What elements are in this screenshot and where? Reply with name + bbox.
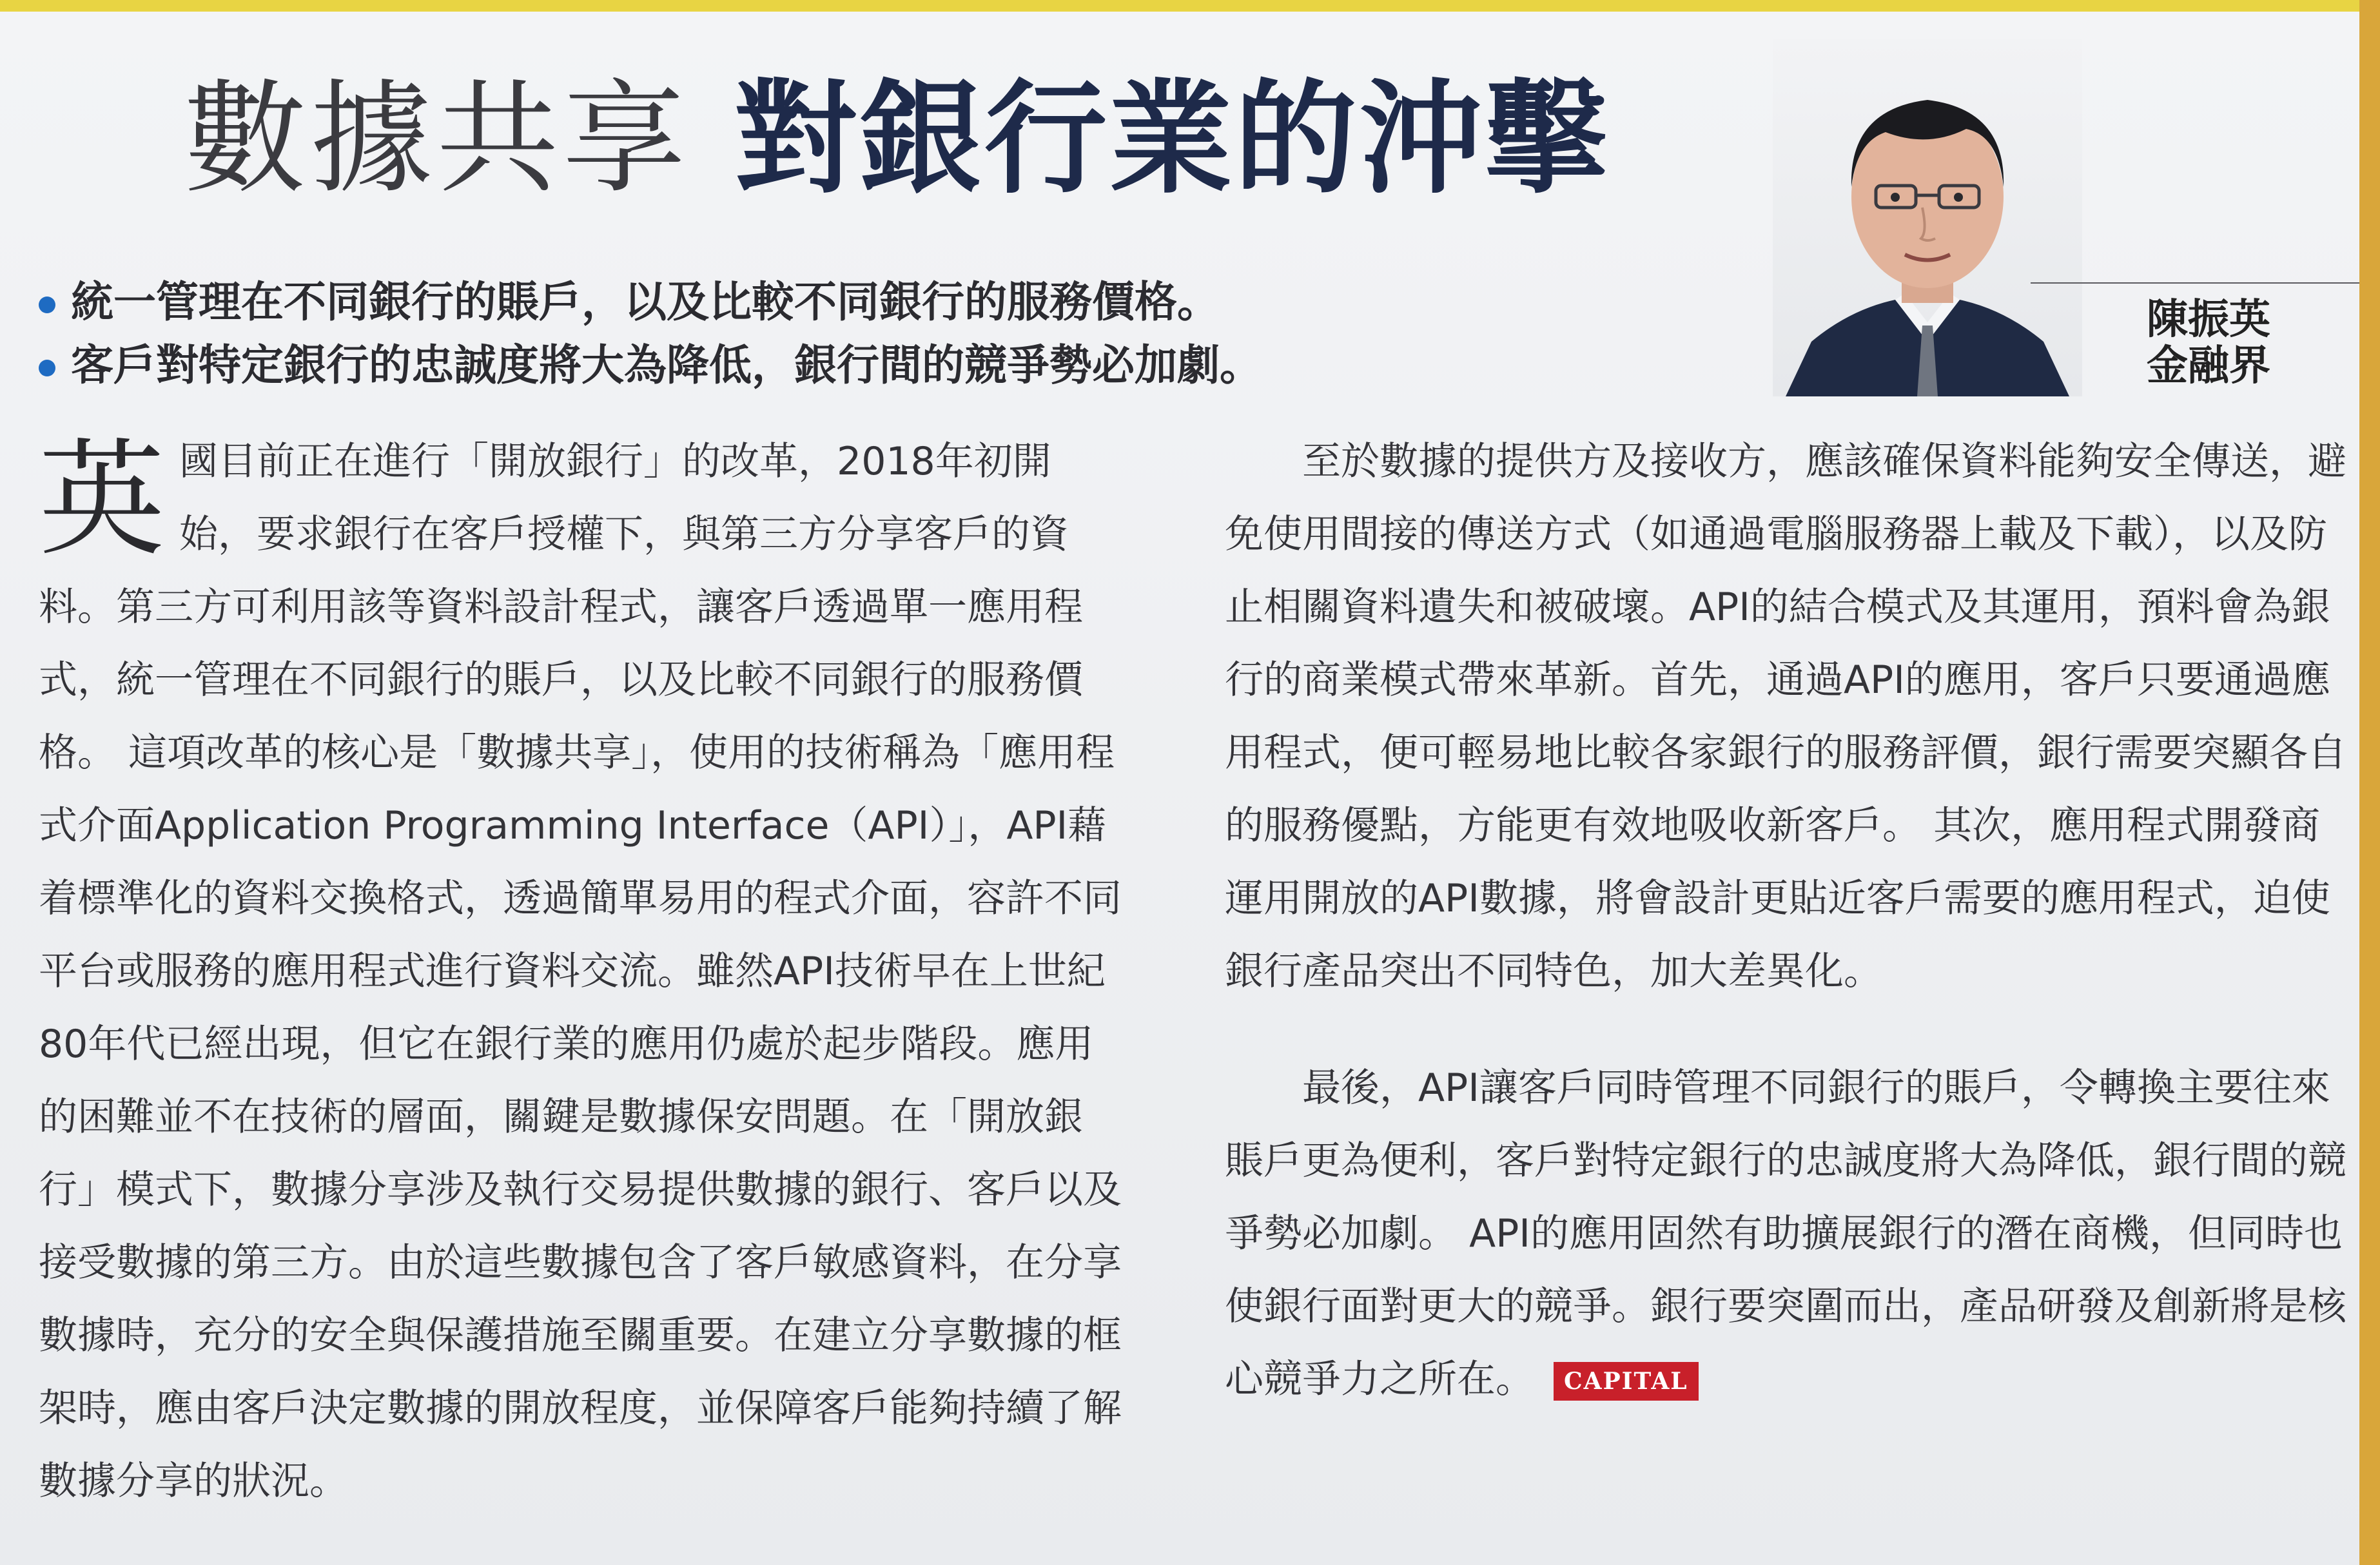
highlight-item	[39, 334, 1262, 397]
article-column-left	[39, 425, 1122, 1518]
highlight-text: 客戶對特定銀行的忠誠度將大為降低，銀行間的競爭勢必加劇。	[71, 340, 1262, 390]
highlight-list	[39, 271, 1262, 397]
article-paragraph: 最後，API讓客戶同時管理不同銀行的賬戶，令轉換主要往來賬戶更為便利，客戶對特定銀行的忠誠度將大為降低，銀行間的競爭勢必加劇。 API的應用固然有助擴展銀行的潛在商機，但同時也使銀行面對更大的競爭。銀行要突圍而出，產品研發及創新將是核心競爭力之所在。 CAPITAL	[1225, 1065, 2346, 1402]
highlight-text: 統一管理在不同銀行的賬戶，以及比較不同銀行的服務價格。	[71, 277, 1220, 327]
article-column-right	[1225, 425, 2346, 1416]
bullet-dot-icon	[39, 360, 55, 376]
right-color-band	[2359, 0, 2380, 1565]
title-part-2: 對銀行業的沖擊	[734, 66, 1610, 210]
article-paragraph: 國目前正在進行「開放銀行」的改革，2018年初開始，要求銀行在客戶授權下，與第三方分享客戶的資料。第三方可利用該等資料設計程式，讓客戶透過單一應用程式，統一管理在不同銀行的賬戶，以及比較不同銀行的服務價格。 這項改革的核心是「數據共享」，使用的技術稱為「應用程式介面Application Programming Interface（API）」，API藉着標準化的資料交換格式，透過簡單易用的程式介面，容許不同平台或服務的應用程式進行資料交流。雖然API技術早在上世紀80年代已經出現，但它在銀行業的應用仍處於起步階段。應用的困難並不在技術的層面，關鍵是數據保安問題。在「開放銀行」模式下，數據分享涉及執行交易提供數據的銀行、客戶以及接受數據的第三方。由於這些數據包含了客戶敏感資料，在分享數據時，充分的安全與保護措施至關重要。在建立分享數據的框架時，應由客戶決定數據的開放程度，並保障客戶能夠持續了解數據分享的狀況。	[39, 439, 1122, 1504]
paragraph-gap	[1225, 1008, 2346, 1052]
highlight-item	[39, 271, 1262, 334]
author-portrait	[1773, 39, 2082, 396]
author-affiliation: 金融界	[2147, 342, 2270, 390]
byline-rule	[2031, 282, 2359, 284]
top-color-band	[0, 0, 2380, 12]
author-byline	[2147, 296, 2270, 389]
bullet-dot-icon	[39, 296, 55, 313]
drop-cap: 英	[39, 427, 166, 574]
article-title	[184, 66, 1610, 210]
title-part-1: 數據共享	[184, 68, 690, 210]
capital-end-mark: CAPITAL	[1554, 1362, 1699, 1401]
article-paragraph: 至於數據的提供方及接收方，應該確保資料能夠安全傳送，避免使用間接的傳送方式（如通過電腦服務器上載及下載），以及防止相關資料遺失和被破壞。API的結合模式及其運用，預料會為銀行的商業模式帶來革新。首先，通過API的應用，客戶只要通過應用程式，便可輕易地比較各家銀行的服務評價，銀行需要突顯各自的服務優點，方能更有效地吸收新客戶。 其次，應用程式開發商運用開放的API數據，將會設計更貼近客戶需要的應用程式，迫使銀行產品突出不同特色，加大差異化。	[1225, 439, 2346, 994]
author-name: 陳振英	[2147, 296, 2270, 344]
